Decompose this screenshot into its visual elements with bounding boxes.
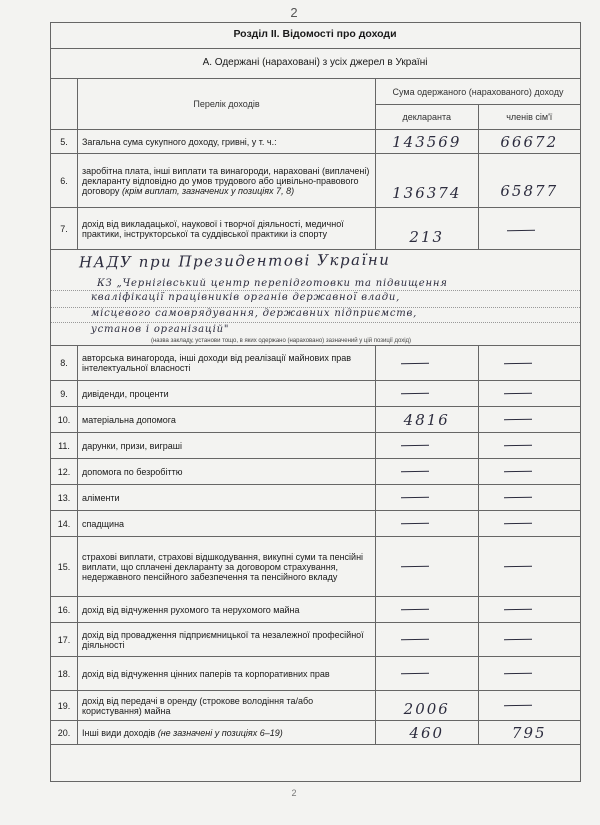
declarant-value: 4816 bbox=[403, 411, 450, 429]
institution-note bbox=[51, 250, 581, 346]
family-dash bbox=[503, 673, 531, 674]
row-num: 11. bbox=[51, 433, 78, 459]
row-num: 9. bbox=[51, 381, 78, 407]
declarant-value: 460 bbox=[409, 724, 445, 742]
header-declarant: декларанта bbox=[376, 105, 479, 130]
row-text: допомога по безробіттю bbox=[78, 459, 376, 485]
family-dash bbox=[503, 639, 531, 640]
row-num: 13. bbox=[51, 485, 78, 511]
note-caption: (назва закладу, установи тощо, в яких одержано (нараховано) зазначений у цій позиції дохід) bbox=[151, 338, 412, 344]
table-row bbox=[51, 208, 581, 250]
row-text: страхові виплати, страхові відшкодування, викупні суми та пенсійні виплати, що сплачені декларанту за договором страхування, недержавного пенсійного забезпечення та пенсійного вкладу bbox=[78, 537, 376, 597]
declarant-dash bbox=[401, 363, 429, 364]
family-dash bbox=[503, 419, 531, 420]
row-num: 6. bbox=[51, 154, 78, 208]
row-num: 14. bbox=[51, 511, 78, 537]
family-dash bbox=[503, 471, 531, 472]
row-num: 18. bbox=[51, 657, 78, 691]
family-dash bbox=[506, 230, 534, 231]
table-row bbox=[51, 346, 581, 381]
table-row bbox=[51, 511, 581, 537]
row-text: дохід від передачі в оренду (строкове володіння та/або користування) майна bbox=[78, 691, 376, 721]
subsection-title: А. Одержані (нараховані) з усіх джерел в Україні bbox=[202, 57, 428, 68]
row-text: Загальна сума сукупного доходу, гривні, у т. ч.: bbox=[78, 130, 376, 154]
family-value: 795 bbox=[511, 724, 547, 742]
row-text: дивіденди, проценти bbox=[78, 381, 376, 407]
row-num: 8. bbox=[51, 346, 78, 381]
row-text: дохід від провадження підприємницької та незалежної професійної діяльності bbox=[78, 623, 376, 657]
declarant-dash bbox=[401, 566, 429, 567]
declarant-dash bbox=[401, 445, 429, 446]
row-text: дарунки, призи, виграші bbox=[78, 433, 376, 459]
header-num-cell bbox=[51, 79, 78, 130]
income-table bbox=[50, 78, 581, 745]
row-num: 5. bbox=[51, 130, 78, 154]
header-list: Перелік доходів bbox=[78, 79, 376, 130]
table-row bbox=[51, 691, 581, 721]
section-divider bbox=[50, 48, 581, 49]
declarant-value: 143569 bbox=[392, 133, 462, 151]
row-text: дохід від відчуження рухомого та нерухомого майна bbox=[78, 597, 376, 623]
family-dash bbox=[503, 609, 531, 610]
table-row bbox=[51, 623, 581, 657]
header-family: членів сім'ї bbox=[478, 105, 581, 130]
row-num: 17. bbox=[51, 623, 78, 657]
row-num: 10. bbox=[51, 407, 78, 433]
table-header-row bbox=[51, 79, 581, 105]
row-num: 15. bbox=[51, 537, 78, 597]
note-line: кваліфікації працівників органів державної влади, bbox=[91, 292, 401, 303]
declarant-dash bbox=[401, 523, 429, 524]
row-text: авторська винагорода, інші доходи від реалізації майнових прав інтелектуальної власності bbox=[78, 346, 376, 381]
family-value: 65877 bbox=[500, 182, 559, 200]
declarant-dash bbox=[401, 673, 429, 674]
row-num: 20. bbox=[51, 721, 78, 745]
section-title: Розділ II. Відомості про доходи bbox=[233, 28, 397, 40]
declarant-dash bbox=[401, 497, 429, 498]
family-dash bbox=[503, 566, 531, 567]
table-row bbox=[51, 657, 581, 691]
note-line: місцевого самоврядування, державних підприємств, bbox=[91, 308, 418, 319]
family-value: 66672 bbox=[500, 133, 559, 151]
table-row bbox=[51, 381, 581, 407]
declarant-dash bbox=[401, 471, 429, 472]
page-number-top: 2 bbox=[290, 5, 298, 20]
table-row bbox=[51, 433, 581, 459]
table-row bbox=[51, 597, 581, 623]
row-text: дохід від викладацької, наукової і творчої діяльності, медичної практики, інструкторської та суддівської практики із спорту bbox=[78, 208, 376, 250]
row-text: спадщина bbox=[78, 511, 376, 537]
table-row bbox=[51, 407, 581, 433]
declarant-dash bbox=[401, 609, 429, 610]
institution-note-row bbox=[51, 250, 581, 346]
row-text: Інші види доходів (не зазначені у позиціях 6–19) bbox=[78, 721, 376, 745]
declarant-dash bbox=[401, 393, 429, 394]
declarant-value: 136374 bbox=[392, 184, 462, 202]
family-dash bbox=[503, 523, 531, 524]
family-dash bbox=[503, 497, 531, 498]
header-sum: Сума одержаного (нарахованого) доходу bbox=[376, 79, 581, 105]
note-line: КЗ „Чернігівський центр перепідготовки та підвищення bbox=[97, 278, 448, 289]
row-text: аліменти bbox=[78, 485, 376, 511]
table-row bbox=[51, 459, 581, 485]
row-text: заробітна плата, інші виплати та винагороди, нараховані (виплачені) декларанту відповідно до умов трудового або цивільно-правового договору (крім виплат, зазначених у позиціях 7, 8) bbox=[78, 154, 376, 208]
page-number-bottom: 2 bbox=[291, 788, 297, 798]
row-num: 7. bbox=[51, 208, 78, 250]
family-dash bbox=[503, 705, 531, 706]
note-line: установ і організацій" bbox=[91, 324, 230, 335]
family-dash bbox=[503, 393, 531, 394]
row-text: матеріальна допомога bbox=[78, 407, 376, 433]
table-row bbox=[51, 485, 581, 511]
declarant-value: 213 bbox=[409, 228, 445, 246]
declarant-dash bbox=[401, 639, 429, 640]
row-text: дохід від відчуження цінних паперів та корпоративних прав bbox=[78, 657, 376, 691]
family-dash bbox=[503, 363, 531, 364]
note-line: НАДУ при Президентові України bbox=[78, 250, 391, 272]
row-num: 19. bbox=[51, 691, 78, 721]
table-row bbox=[51, 537, 581, 597]
row-num: 12. bbox=[51, 459, 78, 485]
table-row bbox=[51, 721, 581, 745]
table-row bbox=[51, 154, 581, 208]
declarant-value: 2006 bbox=[403, 700, 450, 718]
table-row bbox=[51, 130, 581, 154]
family-dash bbox=[503, 445, 531, 446]
row-num: 16. bbox=[51, 597, 78, 623]
